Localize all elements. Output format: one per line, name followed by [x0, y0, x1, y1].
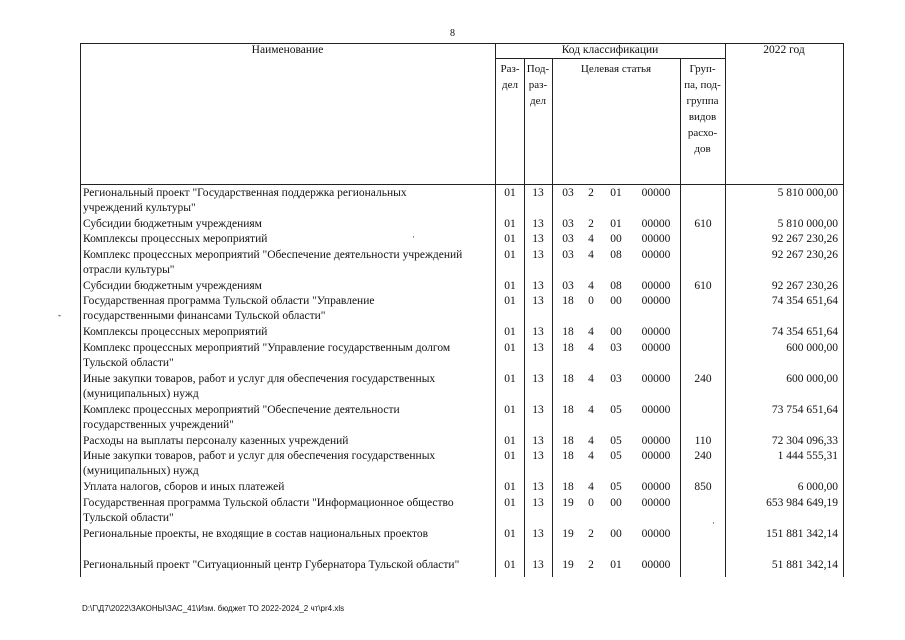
row-name: Комплекс процессных мероприятий "Обеспечение деятельности государственных учреждений" [83, 404, 400, 431]
row-target-type: 2 [588, 218, 594, 230]
table-header [80, 43, 844, 185]
row-target-direction: 00000 [641, 450, 671, 462]
row-section: 01 [504, 559, 516, 571]
row-section: 01 [504, 326, 516, 338]
row-target-direction: 00000 [641, 187, 671, 199]
row-section: 01 [504, 528, 516, 540]
row-target-program: 18 [562, 342, 574, 354]
row-target-program: 03 [562, 249, 574, 261]
scan-mark: - [58, 310, 61, 320]
row-name: Иные закупки товаров, работ и услуг для обеспечения государственных (муниципальных) нужд [83, 373, 436, 400]
row-section: 01 [504, 218, 516, 230]
row-amount: 600 000,00 [786, 342, 838, 354]
row-name: Региональный проект "Ситуационный центр Губернатора Тульской области" [83, 559, 460, 571]
row-expense-group: 610 [694, 218, 712, 230]
row-section: 01 [504, 450, 516, 462]
row-subsection: 13 [532, 373, 544, 385]
row-target-event: 01 [610, 187, 622, 199]
row-section: 01 [504, 280, 516, 292]
row-target-type: 2 [588, 528, 594, 540]
row-target-event: 03 [610, 373, 622, 385]
row-name: Комплекс процессных мероприятий "Управление государственным долгом Тульской области" [83, 342, 451, 369]
header-section: Раз- дел [500, 63, 520, 91]
row-target-type: 4 [588, 233, 594, 245]
row-target-direction: 00000 [641, 373, 671, 385]
row-amount: 72 304 096,33 [771, 435, 838, 447]
row-amount: 5 810 000,00 [777, 218, 838, 230]
row-section: 01 [504, 342, 516, 354]
row-target-type: 4 [588, 342, 594, 354]
row-target-direction: 00000 [641, 280, 671, 292]
header-target-article: Целевая статья [580, 63, 652, 75]
row-target-program: 03 [562, 187, 574, 199]
row-amount: 600 000,00 [786, 373, 838, 385]
row-target-program: 19 [562, 559, 574, 571]
row-target-program: 19 [562, 497, 574, 509]
header-classification: Код классификации [561, 44, 659, 56]
row-target-type: 0 [588, 295, 594, 307]
page-number: 8 [450, 28, 455, 39]
row-target-direction: 00000 [641, 404, 671, 416]
row-name: Комплексы процессных мероприятий [83, 233, 268, 245]
row-expense-group: 110 [694, 435, 712, 447]
row-amount: 51 881 342,14 [771, 559, 838, 571]
row-target-event: 00 [610, 528, 622, 540]
row-amount: 74 354 651,64 [771, 326, 838, 338]
row-section: 01 [504, 481, 516, 493]
row-name: Субсидии бюджетным учреждениям [83, 280, 262, 292]
row-target-type: 0 [588, 497, 594, 509]
row-name: Субсидии бюджетным учреждениям [83, 218, 262, 230]
row-target-type: 2 [588, 187, 594, 199]
row-name: Комплексы процессных мероприятий [83, 326, 268, 338]
row-target-type: 4 [588, 280, 594, 292]
row-target-program: 19 [562, 528, 574, 540]
row-amount: 92 267 230,26 [771, 249, 838, 261]
row-target-program: 03 [562, 218, 574, 230]
scan-dot: · [712, 518, 715, 528]
row-section: 01 [504, 373, 516, 385]
row-subsection: 13 [532, 326, 544, 338]
row-amount: 1 444 555,31 [777, 450, 838, 462]
row-expense-group: 240 [694, 373, 712, 385]
row-target-direction: 00000 [641, 559, 671, 571]
row-subsection: 13 [532, 404, 544, 416]
row-target-event: 00 [610, 233, 622, 245]
row-target-event: 08 [610, 249, 622, 261]
row-target-event: 05 [610, 481, 622, 493]
row-name: Государственная программа Тульской области "Управление государственными финансами Тульской области" [83, 295, 375, 322]
row-target-event: 03 [610, 342, 622, 354]
row-expense-group: 610 [694, 280, 712, 292]
row-subsection: 13 [532, 559, 544, 571]
file-path-footer: D:\Г\Д7\2022\ЗАКОНЫ\ЗАС_41\Изм. бюджет ТО 2022-2024_2 чт\pr4.xls [82, 604, 345, 613]
row-target-event: 05 [610, 435, 622, 447]
row-subsection: 13 [532, 295, 544, 307]
row-name: Уплата налогов, сборов и иных платежей [83, 481, 285, 493]
row-subsection: 13 [532, 481, 544, 493]
row-target-program: 18 [562, 450, 574, 462]
row-section: 01 [504, 497, 516, 509]
row-amount: 6 000,00 [797, 481, 838, 493]
row-name: Государственная программа Тульской области "Информационное общество Тульской области" [83, 497, 454, 524]
row-target-program: 18 [562, 326, 574, 338]
row-amount: 5 810 000,00 [777, 187, 838, 199]
row-target-type: 4 [588, 249, 594, 261]
row-target-type: 4 [588, 481, 594, 493]
row-target-event: 01 [610, 559, 622, 571]
row-target-type: 4 [588, 450, 594, 462]
row-subsection: 13 [532, 497, 544, 509]
row-target-direction: 00000 [641, 326, 671, 338]
row-target-direction: 00000 [641, 497, 671, 509]
row-target-program: 18 [562, 404, 574, 416]
row-target-event: 08 [610, 280, 622, 292]
row-subsection: 13 [532, 342, 544, 354]
row-amount: 92 267 230,26 [771, 233, 838, 245]
row-amount: 74 354 651,64 [771, 295, 838, 307]
row-section: 01 [504, 295, 516, 307]
row-expense-group: 240 [694, 450, 712, 462]
row-target-direction: 00000 [641, 481, 671, 493]
row-section: 01 [504, 249, 516, 261]
row-target-event: 00 [610, 497, 622, 509]
row-target-direction: 00000 [641, 233, 671, 245]
header-expense-group: Груп- па, под- группа видов расхо- дов [684, 63, 721, 155]
row-section: 01 [504, 435, 516, 447]
row-target-direction: 00000 [641, 342, 671, 354]
row-target-event: 00 [610, 295, 622, 307]
row-target-event: 05 [610, 404, 622, 416]
row-name: Региональные проекты, не входящие в состав национальных проектов [83, 528, 429, 540]
row-section: 01 [504, 404, 516, 416]
row-subsection: 13 [532, 233, 544, 245]
row-target-direction: 00000 [641, 218, 671, 230]
row-subsection: 13 [532, 528, 544, 540]
row-target-type: 4 [588, 435, 594, 447]
row-amount: 653 984 649,19 [766, 497, 838, 509]
row-subsection: 13 [532, 218, 544, 230]
row-target-program: 18 [562, 373, 574, 385]
row-amount: 151 881 342,14 [766, 528, 838, 540]
row-subsection: 13 [532, 280, 544, 292]
row-target-event: 01 [610, 218, 622, 230]
row-amount: 92 267 230,26 [771, 280, 838, 292]
row-subsection: 13 [532, 450, 544, 462]
row-target-type: 2 [588, 559, 594, 571]
header-year: 2022 год [763, 44, 805, 56]
row-expense-group: 850 [694, 481, 712, 493]
row-subsection: 13 [532, 249, 544, 261]
row-name: Комплекс процессных мероприятий "Обеспечение деятельности учреждений отрасли культуры" [83, 249, 463, 276]
row-subsection: 13 [532, 435, 544, 447]
row-target-event: 05 [610, 450, 622, 462]
row-section: 01 [504, 233, 516, 245]
row-name: Иные закупки товаров, работ и услуг для обеспечения государственных (муниципальных) нужд [83, 450, 436, 477]
row-target-program: 03 [562, 280, 574, 292]
row-target-program: 18 [562, 435, 574, 447]
row-name: Расходы на выплаты персоналу казенных учреждений [83, 435, 349, 447]
row-target-type: 4 [588, 326, 594, 338]
row-target-program: 18 [562, 295, 574, 307]
row-target-direction: 00000 [641, 528, 671, 540]
header-name: Наименование [251, 44, 324, 56]
row-amount: 73 754 651,64 [771, 404, 838, 416]
row-target-event: 00 [610, 326, 622, 338]
row-target-type: 4 [588, 404, 594, 416]
row-target-direction: 00000 [641, 249, 671, 261]
scan-dot-2: · [412, 232, 415, 242]
row-section: 01 [504, 187, 516, 199]
row-subsection: 13 [532, 187, 544, 199]
row-target-direction: 00000 [641, 295, 671, 307]
row-target-type: 4 [588, 373, 594, 385]
header-subsection: Под- раз- дел [526, 63, 550, 107]
row-target-direction: 00000 [641, 435, 671, 447]
row-target-program: 03 [562, 233, 574, 245]
row-name: Региональный проект "Государственная поддержка региональных учреждений культуры" [83, 187, 407, 214]
row-target-program: 18 [562, 481, 574, 493]
